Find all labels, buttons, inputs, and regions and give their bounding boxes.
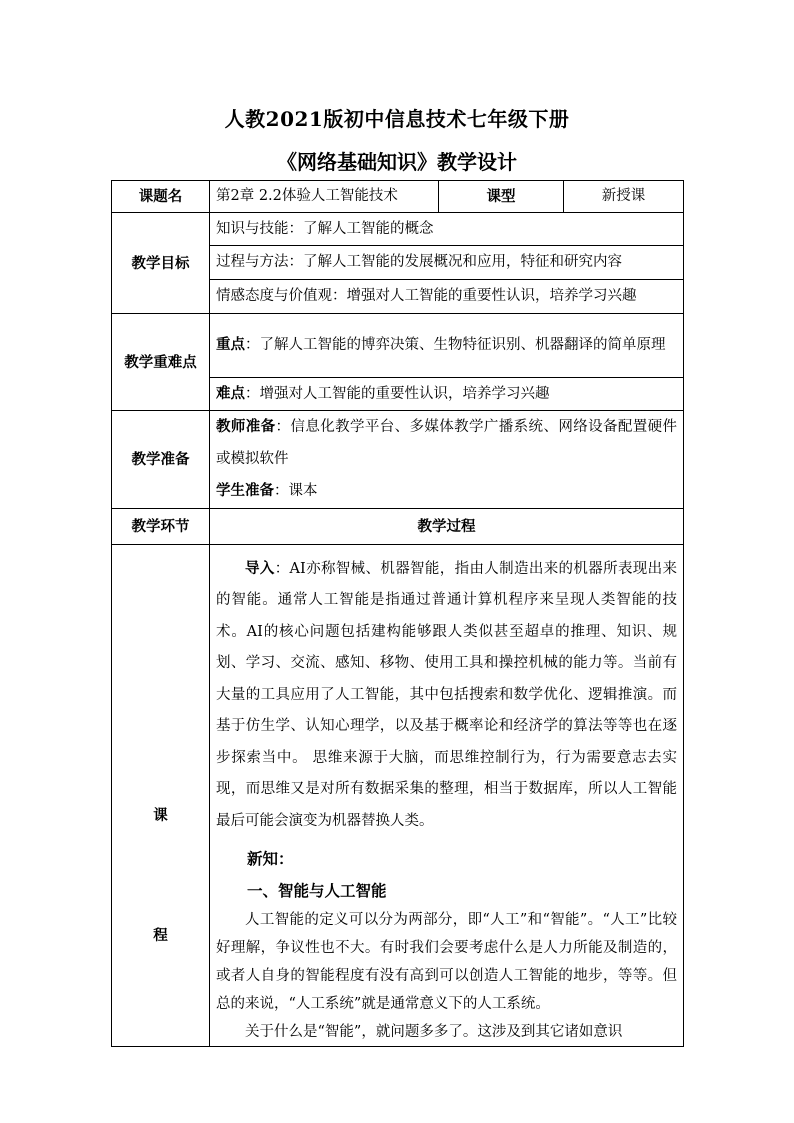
section-paragraph: 人工智能的定义可以分为两部分，即“人工”和“智能”。“人工”比较好理解，争议性也不大。有时我们会要考虑什么是人力所能及制造的，或者人自身的智能程度有没有高到可以创造人工智能的地步，等等。但总的来说，“人工系统”就是通常意义下的人工系统。 [216, 912, 677, 1012]
topic-value: 第2章 2.2体验人工智能技术 [210, 181, 439, 213]
new-knowledge-label: 新知： [247, 849, 294, 868]
difficulty-label: 难点 [216, 385, 245, 402]
process-side-char-2: 程 [153, 926, 168, 944]
key-points-label: 教学重难点 [112, 314, 210, 411]
student-prep-label: 学生准备 [216, 482, 274, 499]
preparation-label: 教学准备 [112, 411, 210, 509]
goal-item: 知识与技能：了解人工智能的概念 [210, 213, 684, 246]
goals-label: 教学目标 [112, 213, 210, 314]
process-side-cell [112, 544, 210, 1047]
intro-text: ：AI亦称智械、机器智能，指由人制造出来的机器所表现出来的智能。通常人工智能是指通过普通计算机程序来呈现人类智能的技术。AI的核心问题包括建构能够跟人类似甚至超卓的推理、知识、规划、学习、交流、感知、移物、使用工具和操控机械的能力等。当前有大量的工具应用了人工智能，其中包括搜索和数学优化、逻辑推演。而基于仿生学、认知心理学，以及基于概率论和经济学的算法等等也在逐步探索当中。 思维来源于大脑，而思维控制行为，行为需要意志去实现，而思维又是对所有数据采集的整理，相当于数据库，所以人工智能最后可能会演变为机器替换人类。 [216, 560, 677, 829]
difficulty-text: ：增强对人工智能的重要性认识，培养学习兴趣 [245, 386, 550, 402]
intro-label: 导入 [245, 559, 275, 577]
stage-header-right: 教学过程 [210, 508, 684, 544]
lesson-type-label: 课型 [439, 181, 564, 213]
topic-label: 课题名 [112, 181, 210, 213]
preparation-cell [210, 411, 684, 509]
process-row [112, 544, 684, 1047]
process-content [210, 544, 684, 1047]
process-side-char-1: 课 [153, 806, 168, 824]
focus-text: ：了解人工智能的博弈决策、生物特征识别、机器翻译的简单原理 [245, 337, 666, 354]
goal-item: 过程与方法：了解人工智能的发展概况和应用，特征和研究内容 [210, 246, 684, 280]
document-title: 人教2021版初中信息技术七年级下册 [224, 107, 570, 131]
section-paragraph: 关于什么是“智能”，就问题多多了。这涉及到其它诸如意识 [245, 1024, 623, 1040]
document-subtitle: 《网络基础知识》教学设计 [277, 150, 517, 174]
section-heading: 一、智能与人工智能 [247, 880, 387, 900]
focus-label: 重点 [216, 336, 245, 354]
teacher-prep-text: ：信息化教学平台、多媒体教学广播系统、网络设备配置硬件或模拟软件 [216, 419, 678, 467]
goals-row [112, 213, 684, 246]
difficulty-cell [210, 378, 684, 411]
preparation-row [112, 411, 684, 509]
stage-header-row [112, 508, 684, 544]
lesson-plan-table [111, 180, 684, 1047]
stage-header-left: 教学环节 [112, 508, 210, 544]
lesson-type-value: 新授课 [564, 181, 684, 213]
focus-cell [210, 314, 684, 378]
key-points-row [112, 314, 684, 378]
teacher-prep-label: 教师准备 [216, 418, 276, 435]
student-prep-text: ：课本 [274, 483, 318, 499]
topic-row [112, 181, 684, 213]
goal-item: 情感态度与价值观：增强对人工智能的重要性认识，培养学习兴趣 [210, 280, 684, 314]
